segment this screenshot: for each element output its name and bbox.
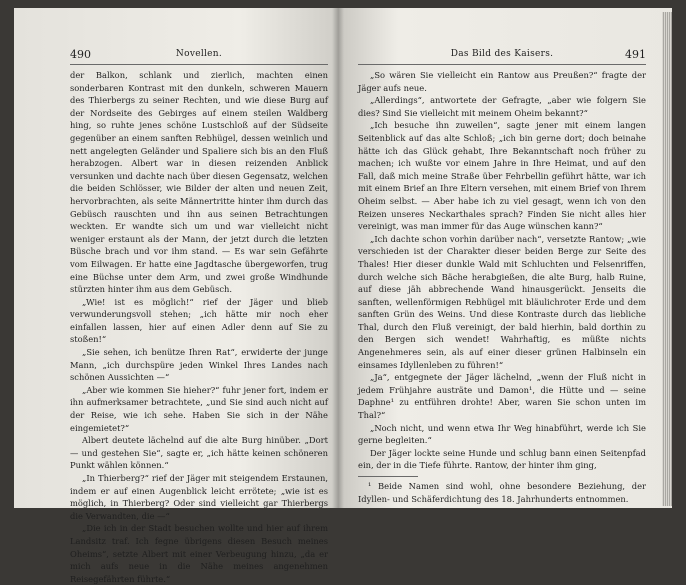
right-page-body [358,69,646,505]
paragraph: der Balkon, schlank und zierlich, machten einen sonderbaren Kontrast mit den dunkeln, schweren Mauern des Thierbergs zu seiner Rechten, und wie diese Burg auf der Nordseite des Gebirges auf einem steilen Waldberg hing, so ruhte jenes schöne Lustschloß auf der Südseite gegenüber an einem sanften Rebhügel, dessen weinlich und nett angelegten Geländer und Spaliere sich bis an den Fluß herabzogen. Albert war in diesen reizenden Anblick versunken und dachte nach über diesen Gegensatz, welchen die beiden Schlösser, wie Bilder der alten und neuen Zeit, hervorbrachten, als seite Männertritte hinter ihm durch das Gebüsch rauschten und ihn aus seinen Betrachtungen weckten. Er wandte sich um und war vielleicht nicht weniger erstaunt als der Mann, der jetzt durch die letzten Büsche brach und vor ihm stand. — Es war sein Gefährte vom Eilwagen. Er hatte eine Jagdtasche übergeworfen, trug eine Büchse unter dem Arm, und zwei große Windhunde stürzten hinter ihm aus dem Gebüsch. [70,70,328,295]
paragraph: „Ja“, entgegnete der Jäger lächelnd, „wenn der Fluß nicht in jedem Frühjahre austräte und Damon¹, die Hütte und — seine Daphne¹ zu entführen drohte! Aber, waren Sie schon unten im Thal?“ [358,372,646,421]
right-running-head: Das Bild des Kaisers. [450,49,554,59]
book-spread [14,8,672,584]
paragraph: „Sie sehen, ich benütze Ihren Rat“, erwiderte der junge Mann, „ich durchspüre jeden Winkel Ihres Landes nach schönen Aussichten —“ [70,347,328,383]
right-page [338,8,672,508]
paragraph: Albert deutete lächelnd auf die alte Burg hinüber. „Dort — und gestehen Sie“, sagte er, „ich hätte keinen schöneren Punkt wählen können.“ [70,435,328,471]
footnote: ¹ Beide Namen sind wohl, ohne besondere Beziehung, der Idyllen- und Schäferdichtung des 18. Jahrhunderts entnommen. [358,481,646,504]
left-running-head: Novellen. [175,49,223,59]
page-edges [662,12,672,506]
paragraph: „So wären Sie vielleicht ein Rantow aus Preußen?“ fragte der Jäger aufs neue. [358,70,646,93]
right-page-number: 491 [625,48,646,61]
paragraph: „Aber wie kommen Sie hieher?“ fuhr jener fort, indem er ihn aufmerksamer betrachtete, „und Sie sind auch nicht auf der Reise, wie ich sehe. Haben Sie sich in der Nähe eingemietet?“ [70,384,328,433]
right-page-header [358,42,646,65]
paragraph: „In Thierberg?“ rief der Jäger mit steigendem Erstaunen, indem er auf einen Augenblick leicht errötete; „wie ist es möglich, in Thierberg? Oder sind vielleicht gar Thierbergs die Verwandten, die —“ [70,473,328,521]
paragraph: „Ich besuche ihn zuweilen“, sagte jener mit einem langen Seitenblick auf das alte Schloß; „ich bin gerne dort; doch beinahe hätte ich das Glück gehabt, Ihre Bekanntschaft noch früher zu machen; ich wußte vor einem Jahre in Ihre Heimat, und auf den Fall, daß mich meine Straße über Fehrbellin geführt hätte, war ich mit einem Brief an Ihre Eltern versehen, mit einem Brief von Ihrem Oheim selbst. — Aber habe ich zu viel gesagt, wenn ich von den Reizen unseres Neckarthales sprach? Finden Sie nicht alles hier vereinigt, was man immer für das Auge wünschen kann?“ [358,120,646,232]
left-page-header [70,42,328,65]
paragraph: „Ich dachte schon vorhin darüber nach“, versetzte Rantow; „wie verschieden ist der Charakter dieser beiden Berge zur Seite des Thales! Hier dieser dunkle Wald mit Schluchten und Felsenriffen, durch welche sich Bäche herabgießen, die alte Burg, halb Ruine, auf diese jäh abbrechende Wand hinausgerückt. Jenseits die sanften, wellenförmigen Rebhügel mit bläulichroter Erde und dem sanften Grün des Weins. Und diese Kontraste durch das liebliche Thal, durch den Fluß vereinigt, der bald hierhin, bald dorthin zu den Bergen sich wendet! Wahrhaftig, es müßte nichts Angenehmeres sein, als auf einer dieser grünen Halbinseln ein einsames Idyllenleben zu führen!“ [358,233,646,370]
paragraph: „Die ich in der Stadt besuchen wollte und hier auf ihrem Landsitz traf. Ich fegne übrigens diesen Besuch meines Oheims“, setzte Albert mit einer Verbeugung hinzu, „da er mich aufs neue in die Nähe meines angenehmen Reisegefährten führte.“ [70,523,328,584]
paragraph: „Wie! ist es möglich!“ rief der Jäger und blieb verwunderungsvoll stehen; „ich hätte mir noch eher einfallen lassen, hier auf einen Adler denn auf Sie zu stoßen!“ [70,296,328,345]
paragraph: „Allerdings“, antwortete der Gefragte, „aber wie folgern Sie dies? Sind Sie vielleicht mit meinem Oheim bekannt?“ [358,95,646,118]
paragraph: „Noch nicht, und wenn etwa Ihr Weg hinabführt, werde ich Sie gerne begleiten.“ [358,422,646,446]
paragraph: Der Jäger lockte seine Hunde und schlug bann einen Seitenpfad ein, der in die Tiefe führte. Rantow, der hinter ihm ging, [358,447,646,471]
left-page-number: 490 [70,48,91,61]
footnote-divider [358,476,418,477]
left-page [14,8,338,584]
book-gutter-shadow [332,8,344,508]
left-page-body [70,69,328,585]
